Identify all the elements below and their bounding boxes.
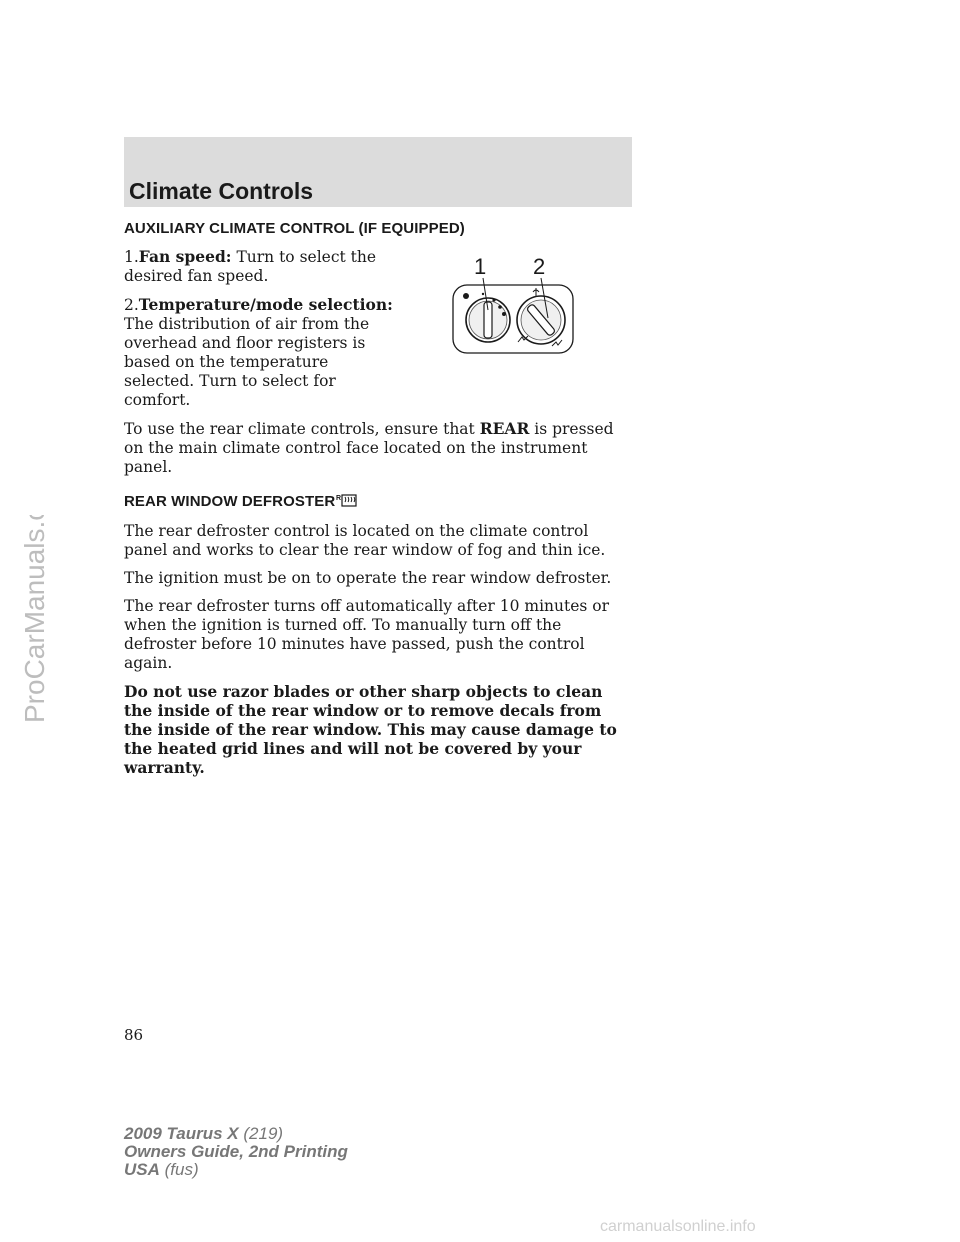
page-number: 86 [124,1026,144,1044]
svg-text:ProCarManuals.com: ProCarManuals.com [19,515,50,723]
defroster-paragraph-1: The rear defroster control is located on the climate control panel and works to clear the rear window of fog and thin ice. [124,522,606,559]
footer-line-3: USA (fus) [124,1160,199,1179]
fan-icon [463,293,469,299]
callout-1: 1 [474,254,487,279]
defroster-warning: Do not use razor blades or other sharp objects to clean the inside of the rear window or to remove decals from the inside of the rear window. This may cause damage to the heated grid lines and will not be covered by your warranty. [124,682,617,777]
item-temperature-mode: 2.Temperature/mode selection: The distribution of air from the overhead and floor registers is based on the temperature selected. Turn to select for comfort. [124,295,393,409]
climate-control-figure [448,250,578,358]
defroster-paragraph-2: The ignition must be on to operate the rear window defroster. [124,569,612,587]
bottom-watermark: carmanualsonline.info [600,1218,756,1235]
item-fan-speed: 1.Fan speed: Turn to select the desired fan speed. [124,247,377,285]
rear-controls-paragraph: To use the rear climate controls, ensure that REAR is pressed on the main climate control face located on the instrument panel. [124,419,614,476]
footer-line-2: Owners Guide, 2nd Printing [124,1142,348,1161]
callout-2: 2 [533,254,546,279]
rear-defroster-icon [336,492,358,513]
section-title: Climate Controls [129,178,314,204]
svg-text:R: R [336,495,342,502]
aux-heading: AUXILIARY CLIMATE CONTROL (IF EQUIPPED) [124,220,465,237]
footer-line-1: 2009 Taurus X (219) [124,1124,284,1143]
defroster-paragraph-3: The rear defroster turns off automatically after 10 minutes or when the ignition is turned off. To manually turn off the defroster before 10 minutes have passed, push the control again. [124,597,610,672]
side-watermark [4,515,54,725]
defroster-heading: REAR WINDOW DEFROSTER R [124,492,634,513]
footer [124,1125,348,1179]
